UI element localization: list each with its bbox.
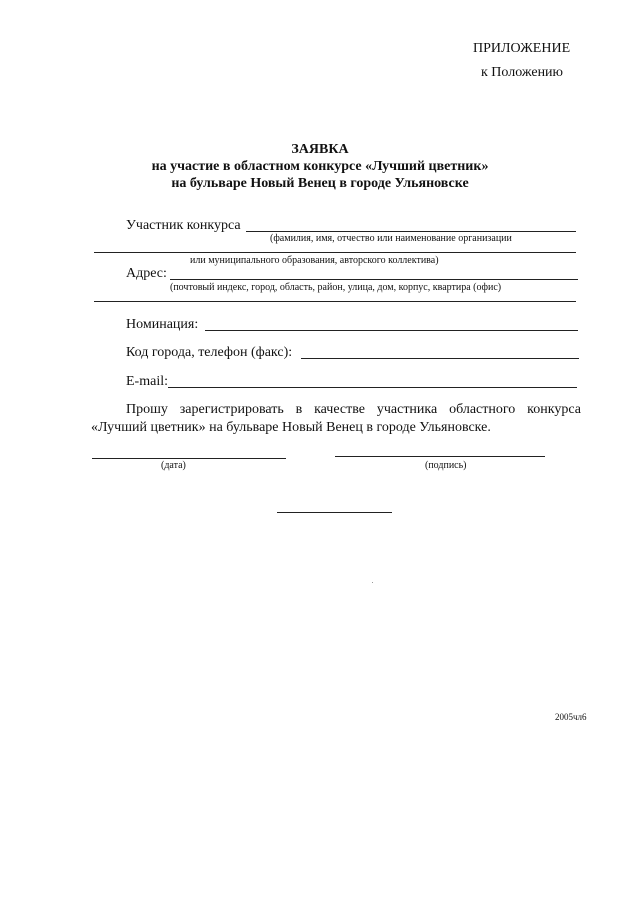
phone-field[interactable] [301, 358, 579, 359]
appendix-subtitle: к Положению [481, 65, 564, 80]
address-hint: (почтовый индекс, город, область, район, улица, дом, корпус, квартира (офис) [170, 282, 502, 293]
separator-line [277, 512, 392, 513]
document-code: 2005чл6 [555, 712, 587, 722]
address-field[interactable] [170, 279, 578, 280]
phone-label: Код города, телефон (факс): [126, 345, 293, 360]
participant-label: Участник конкурса [126, 218, 241, 233]
request-word: конкурса [527, 402, 581, 417]
request-word: в [295, 402, 303, 417]
address-field-line2[interactable] [94, 301, 576, 302]
nomination-label: Номинация: [126, 317, 199, 332]
scan-speck [372, 582, 373, 583]
participant-hint-continued: или муниципального образования, авторского коллектива) [190, 255, 439, 266]
appendix-title: ПРИЛОЖЕНИЕ [473, 41, 571, 56]
participant-field[interactable] [246, 231, 576, 232]
request-word: Прошу [126, 402, 168, 417]
request-line2: «Лучший цветник» на бульваре Новый Венец в городе Ульяновске. [91, 420, 491, 435]
request-word: областного [449, 402, 516, 417]
date-field[interactable] [92, 458, 286, 459]
document-subtitle-line1: на участие в областном конкурсе «Лучший цветник» [151, 159, 489, 174]
nomination-field[interactable] [205, 330, 578, 331]
participant-field-line2[interactable] [94, 252, 576, 253]
email-field[interactable] [168, 387, 577, 388]
request-word: качестве [314, 402, 365, 417]
address-label: Адрес: [126, 266, 167, 281]
request-word: зарегистрировать [179, 402, 284, 417]
signature-field[interactable] [335, 456, 545, 457]
request-line1 [126, 402, 581, 418]
document-subtitle-line2: на бульваре Новый Венец в городе Ульяновске [171, 176, 469, 191]
request-word: участника [376, 402, 438, 417]
date-label: (дата) [161, 460, 186, 471]
email-label: E-mail: [126, 374, 168, 389]
signature-label: (подпись) [425, 460, 467, 471]
participant-hint: (фамилия, имя, отчество или наименование организации [270, 233, 512, 244]
document-title: ЗАЯВКА [291, 142, 349, 157]
